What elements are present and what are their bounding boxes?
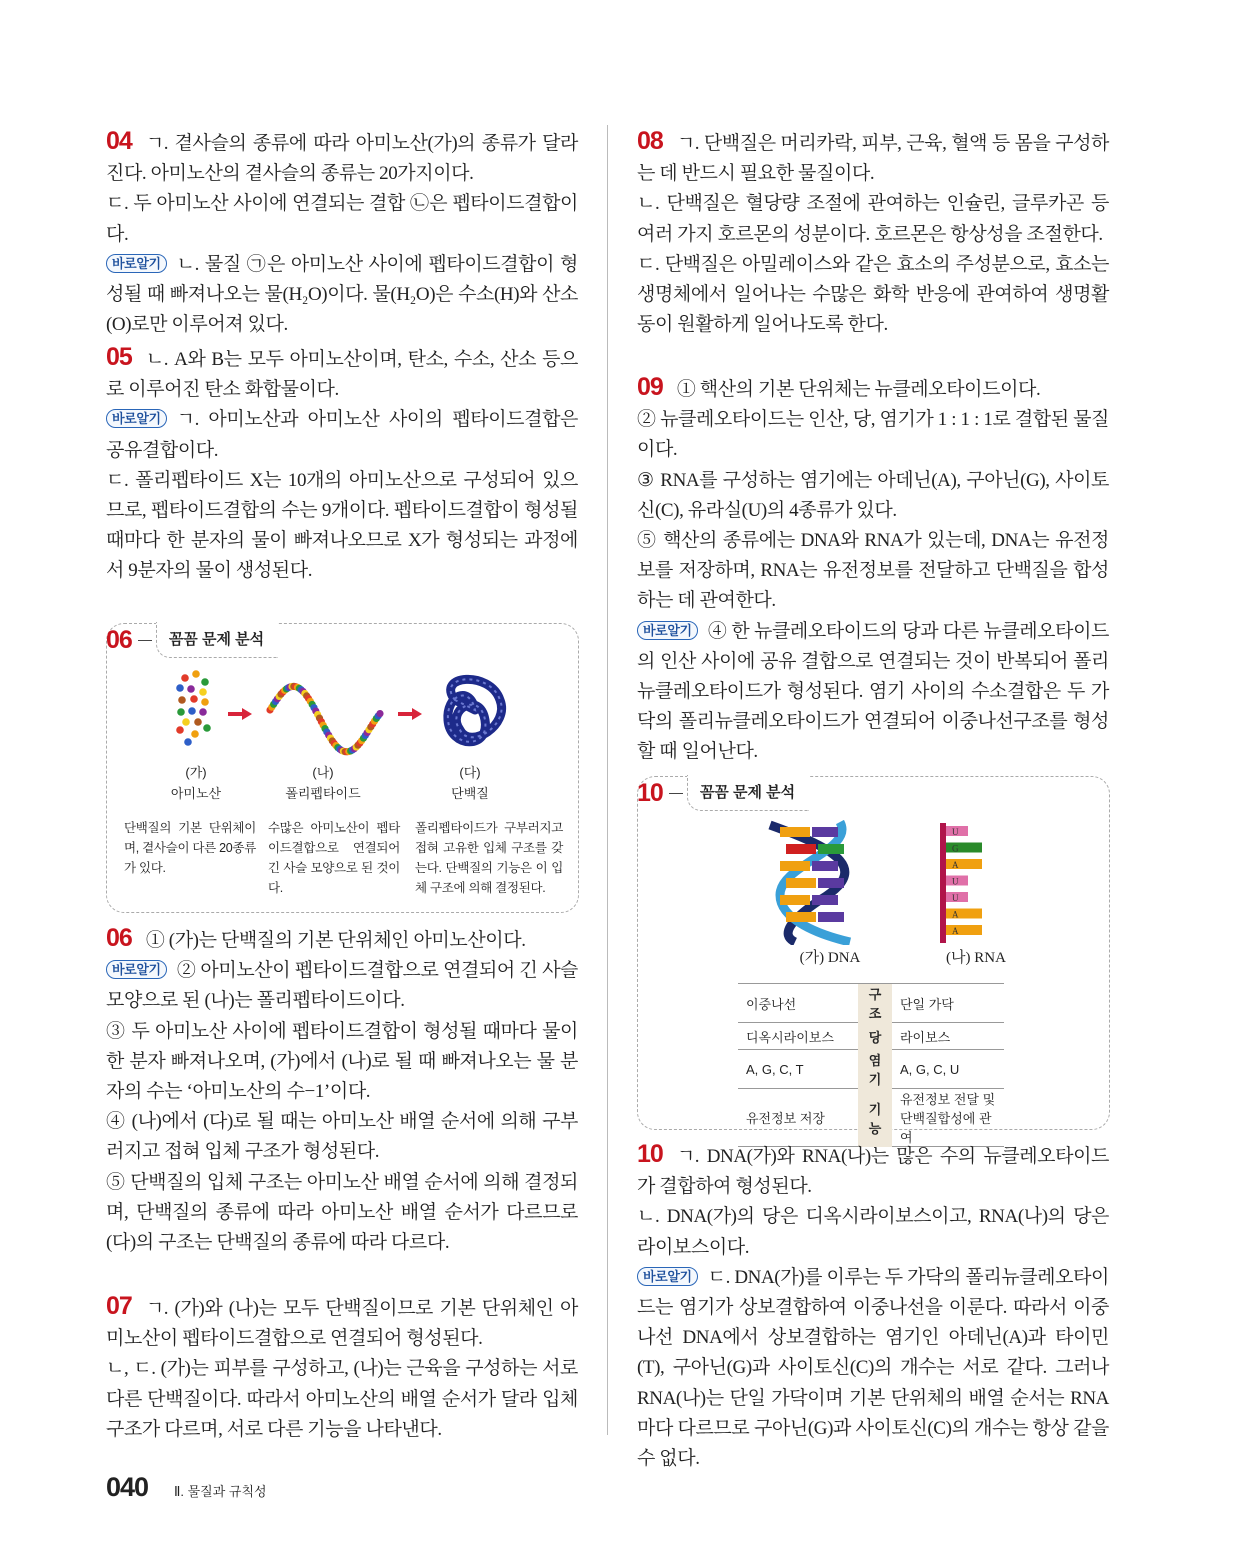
table-row	[738, 984, 1004, 1023]
paragraph-text: ㄱ. 곁사슬의 종류에 따라 아미노산(가)의 종류가 달라진다. 아미노산의 곁사슬의 종류는 20가지이다.	[106, 133, 578, 185]
paragraph-text: ㄷ. 폴리펩타이드 X는 10개의 아미노산으로 구성되어 있으므로, 펩타이드결합의 수는 9개이다. 펩타이드결합이 형성될 때마다 한 분자의 물이 빠져나오므로 X가 형성되는 과정에서 9분자의 물이 생성된다.	[106, 469, 578, 582]
page-number: 040	[106, 1472, 149, 1502]
stage-desc-ga: 단백질의 기본 단위체이며, 곁사슬이 다른 20종류가 있다.	[124, 821, 256, 875]
aspect-cell: 당	[858, 1023, 892, 1050]
aspect-cell: 구조	[858, 984, 892, 1023]
paragraph-text: ② 아미노산이 펩타이드결합으로 연결되어 긴 사슬 모양으로 된 (나)는 폴리펩타이드이다.	[106, 960, 578, 1012]
amino-acid-bead	[191, 730, 199, 738]
answer-paragraph	[637, 617, 1109, 768]
rna-base-letter: A	[952, 926, 959, 936]
rna-single-strand-icon	[940, 823, 982, 943]
paragraph-text: ㄷ. DNA(가)를 이루는 두 가닥의 폴리뉴클레오타이드는 염기가 상보결합하여 이중나선을 이룬다. 따라서 이중나선 DNA에서 상보결합하는 염기인 아데닌(A)과 타이민(T), 구아닌(G)과 사이토신(C)의 개수는 서로 같다. 그러나 RNA(나)는 단일 가닥이며 기본 단위체의 배열 순서는 RNA마다 다르므로 구아닌(G)과 사이토신(C)의 개수는 항상 같을 수 없다.	[637, 1266, 1109, 1470]
correction-badge: 바로알기	[106, 409, 167, 428]
base-pair-right	[812, 827, 838, 837]
chapter-title: Ⅱ. 물질과 규칙성	[174, 1484, 267, 1499]
correction-badge: 바로알기	[106, 960, 167, 979]
answer-paragraph	[106, 1168, 578, 1259]
item-number: 05	[106, 343, 132, 371]
item-number: 09	[637, 373, 663, 401]
rna-cell: A, G, C, U	[892, 1050, 1004, 1089]
answer-paragraph	[106, 1291, 578, 1354]
answer-paragraph	[637, 1139, 1109, 1202]
stage-desc-da: 폴리펩타이드가 구부러지고 접혀 고유한 입체 구조를 갖는다. 단백질의 기능은 이 입체 구조에 의해 결정된다.	[415, 821, 563, 895]
base-pair-left	[780, 895, 810, 905]
answer-05	[106, 342, 578, 587]
paragraph-text: ㄱ. 단백질은 머리카락, 피부, 근육, 혈액 등 몸을 구성하는 데 반드시 필요한 물질이다.	[637, 133, 1109, 185]
dna-cell: 디옥시라이보스	[738, 1023, 858, 1050]
amino-acid-bead	[199, 688, 207, 696]
answer-paragraph	[637, 250, 1109, 341]
amino-acid-bead	[201, 698, 209, 706]
amino-acid-bead	[176, 726, 184, 734]
answer-10	[637, 1139, 1109, 1474]
aspect-cell: 염기	[858, 1050, 892, 1089]
amino-acid-bead	[194, 718, 202, 726]
protein-formation-illustration	[170, 670, 510, 765]
base-pair-left	[786, 878, 816, 888]
connector-line	[138, 640, 152, 641]
rna-base-letter: A	[952, 860, 959, 870]
amino-acid-bead	[199, 708, 207, 716]
stage-label-ga: (가) 아미노산	[170, 765, 222, 801]
rna-cell: 단일 가닥	[892, 984, 1004, 1023]
arrow-icon	[398, 708, 422, 720]
answer-06	[106, 923, 578, 1258]
amino-acid-bead	[192, 670, 200, 678]
correction-badge: 바로알기	[637, 621, 698, 640]
rna-base-letter: U	[952, 893, 959, 903]
item-number: 04	[106, 127, 132, 155]
answer-paragraph	[106, 405, 578, 465]
rna-label: (나) RNA	[946, 950, 1006, 966]
amino-acid-bead	[176, 684, 184, 692]
answer-08	[637, 126, 1109, 340]
answer-paragraph	[637, 372, 1109, 405]
stage-label-da: (다) 단백질	[451, 765, 489, 801]
amino-acid-bead	[188, 707, 196, 715]
table-row	[738, 1023, 1004, 1050]
amino-acids-icon	[176, 670, 211, 746]
paragraph-text: ㄱ. DNA(가)와 RNA(나)는 많은 수의 뉴클레오타이드가 결합하여 형성된다.	[637, 1146, 1109, 1198]
paragraph-text: ㄱ. (가)와 (나)는 모두 단백질이므로 기본 단위체인 아미노산이 펩타이드결합으로 연결되어 형성된다.	[106, 1298, 578, 1350]
answer-07	[106, 1291, 578, 1445]
paragraph-text: ① (가)는 단백질의 기본 단위체인 아미노산이다.	[145, 930, 526, 951]
rna-cell: 라이보스	[892, 1023, 1004, 1050]
rna-cell: 유전정보 전달 및 단백질합성에 관여	[892, 1089, 1004, 1147]
item-number: 10	[637, 778, 663, 807]
base-pair-left	[786, 912, 816, 922]
paragraph-text: ② 뉴클레오타이드는 인산, 당, 염기가 1 : 1 : 1로 결합된 물질이다.	[637, 409, 1109, 461]
paragraph-text: ㄴ. 물질 ㉠은 아미노산 사이에 펩타이드결합이 형성될 때 빠져나오는 물(H₂O)이다. 물(H₂O)은 수소(H)와 산소(O)로만 이루어져 있다.	[106, 253, 578, 336]
amino-acid-bead	[203, 724, 211, 732]
base-pair-right	[818, 844, 844, 854]
base-pair-right	[812, 895, 838, 905]
paragraph-text: ㄴ. A와 B는 모두 아미노산이며, 탄소, 수소, 산소 등으로 이루어진 탄소 화합물이다.	[106, 349, 578, 401]
dna-cell: 이중나선	[738, 984, 858, 1023]
answer-09	[637, 372, 1109, 768]
answer-paragraph	[106, 250, 578, 341]
answer-paragraph	[637, 1202, 1109, 1262]
stage-desc-na: 수많은 아미노산이 펩타이드결합으로 연결되어 긴 사슬 모양으로 된 것이다.	[268, 821, 400, 895]
paragraph-text: ④ 한 뉴클레오타이드의 당과 다른 뉴클레오타이드의 인산 사이에 공유 결합으로 연결되는 것이 반복되어 폴리뉴클레오타이드가 형성된다. 염기 사이의 수소결합은 두 가닥의 폴리뉴클레오타이드가 연결되어 이중나선구조를 형성할 때 일어난다.	[637, 620, 1109, 763]
paragraph-text: ③ RNA를 구성하는 염기에는 아데닌(A), 구아닌(G), 사이토신(C), 유라실(U)의 4종류가 있다.	[637, 469, 1109, 521]
table-row	[738, 1050, 1004, 1089]
answer-04	[106, 126, 578, 340]
analysis-box-06-header	[106, 622, 278, 658]
base-pair-right	[818, 878, 844, 888]
amino-acid-bead	[182, 718, 190, 726]
rna-base-letter: A	[952, 909, 959, 920]
answer-paragraph	[637, 126, 1109, 189]
box-title: 꼼꼼 문제 분석	[156, 622, 278, 658]
answer-paragraph	[106, 923, 578, 956]
aspect-cell: 기능	[858, 1089, 892, 1147]
nucleic-acid-illustration	[760, 820, 1040, 945]
answer-paragraph	[637, 466, 1109, 526]
paragraph-text: ㄴ, ㄷ. (가)는 피부를 구성하고, (나)는 근육을 구성하는 서로 다른 단백질이다. 따라서 아미노산의 배열 순서가 달라 입체 구조가 다르며, 서로 다른 기능을 나타낸다.	[106, 1358, 578, 1440]
polypeptide-chain-icon	[266, 683, 383, 756]
answer-paragraph	[637, 1263, 1109, 1474]
answer-paragraph	[106, 1354, 578, 1445]
item-number: 08	[637, 127, 663, 155]
answer-paragraph	[106, 342, 578, 405]
amino-acid-bead	[190, 695, 198, 703]
base-pair-left	[786, 844, 816, 854]
amino-acid-bead	[181, 674, 189, 682]
paragraph-text: ① 핵산의 기본 단위체는 뉴클레오타이드이다.	[676, 379, 1041, 400]
dna-double-helix-icon	[770, 822, 850, 942]
answer-paragraph	[637, 189, 1109, 249]
amino-acid-bead	[201, 678, 209, 686]
answer-paragraph	[106, 956, 578, 1016]
amino-acid-bead	[376, 710, 383, 717]
paragraph-text: ㄴ. DNA(가)의 당은 디옥시라이보스이고, RNA(나)의 당은 라이보스이다.	[637, 1206, 1109, 1258]
box-title: 꼼꼼 문제 분석	[687, 775, 809, 811]
item-number: 06	[106, 625, 132, 654]
answer-paragraph	[106, 1107, 578, 1167]
rna-base-letter: G	[952, 843, 959, 854]
stage-label-na: (나) 폴리펩타이드	[285, 765, 361, 801]
paragraph-text: ㄷ. 단백질은 아밀레이스와 같은 효소의 주성분으로, 효소는 생명체에서 일어나는 수많은 화학 반응에 관여하여 생명활동이 원활하게 일어나도록 한다.	[637, 253, 1109, 336]
base-pair-right	[812, 861, 838, 871]
item-number: 06	[106, 924, 132, 952]
answer-paragraph	[637, 405, 1109, 465]
answer-paragraph	[106, 1017, 578, 1108]
connector-line	[669, 793, 683, 794]
paragraph-text: ㄱ. 아미노산과 아미노산 사이의 펩타이드결합은 공유결합이다.	[106, 409, 578, 461]
amino-acid-bead	[178, 696, 186, 704]
base-pair-left	[780, 827, 810, 837]
amino-acid-bead	[187, 685, 195, 693]
base-pair-left	[780, 861, 810, 871]
paragraph-text: ③ 두 아미노산 사이에 펩타이드결합이 형성될 때마다 물이 한 분자 빠져나오며, (가)에서 (나)로 될 때 빠져나오는 물 분자의 수는 ‘아미노산의 수−1’이다.	[106, 1020, 578, 1103]
dna-label: (가) DNA	[799, 950, 861, 966]
item-number: 07	[106, 1292, 132, 1320]
arrow-icon	[228, 708, 252, 720]
dna-cell: A, G, C, T	[738, 1050, 858, 1089]
correction-badge: 바로알기	[637, 1267, 698, 1286]
column-divider	[607, 125, 608, 1435]
paragraph-text: ④ (나)에서 (다)로 될 때는 아미노산 배열 순서에 의해 구부러지고 접혀 입체 구조가 형성된다.	[106, 1111, 578, 1163]
analysis-box-10-header	[637, 775, 809, 811]
item-number: 10	[637, 1140, 663, 1168]
correction-badge: 바로알기	[106, 254, 167, 273]
protein-structure-icon	[448, 679, 502, 741]
answer-paragraph	[106, 126, 578, 189]
answer-paragraph	[637, 526, 1109, 617]
dna-cell: 유전정보 저장	[738, 1089, 858, 1147]
rna-base-letter: U	[952, 876, 959, 887]
table-row	[738, 1089, 1004, 1147]
answer-paragraph	[106, 466, 578, 587]
base-pair-right	[818, 912, 844, 922]
dna-rna-comparison-table	[738, 983, 1004, 1147]
amino-acid-bead	[184, 738, 192, 746]
rna-base-letter: U	[952, 827, 959, 837]
paragraph-text: ⑤ 핵산의 종류에는 DNA와 RNA가 있는데, DNA는 유전정보를 저장하며, RNA는 유전정보를 전달하고 단백질을 합성하는 데 관여한다.	[637, 530, 1109, 612]
amino-acid-bead	[177, 708, 185, 716]
paragraph-text: ⑤ 단백질의 입체 구조는 아미노산 배열 순서에 의해 결정되며, 단백질의 종류에 따라 아미노산 배열 순서가 다르므로 (다)의 구조는 단백질의 종류에 따라 다르다.	[106, 1171, 578, 1254]
answer-paragraph	[106, 189, 578, 249]
paragraph-text: ㄷ. 두 아미노산 사이에 연결되는 결합 ㉡은 펩타이드결합이다.	[106, 193, 578, 245]
paragraph-text: ㄴ. 단백질은 혈당량 조절에 관여하는 인슐린, 글루카곤 등 여러 가지 호르몬의 성분이다. 호르몬은 항상성을 조절한다.	[637, 193, 1109, 245]
